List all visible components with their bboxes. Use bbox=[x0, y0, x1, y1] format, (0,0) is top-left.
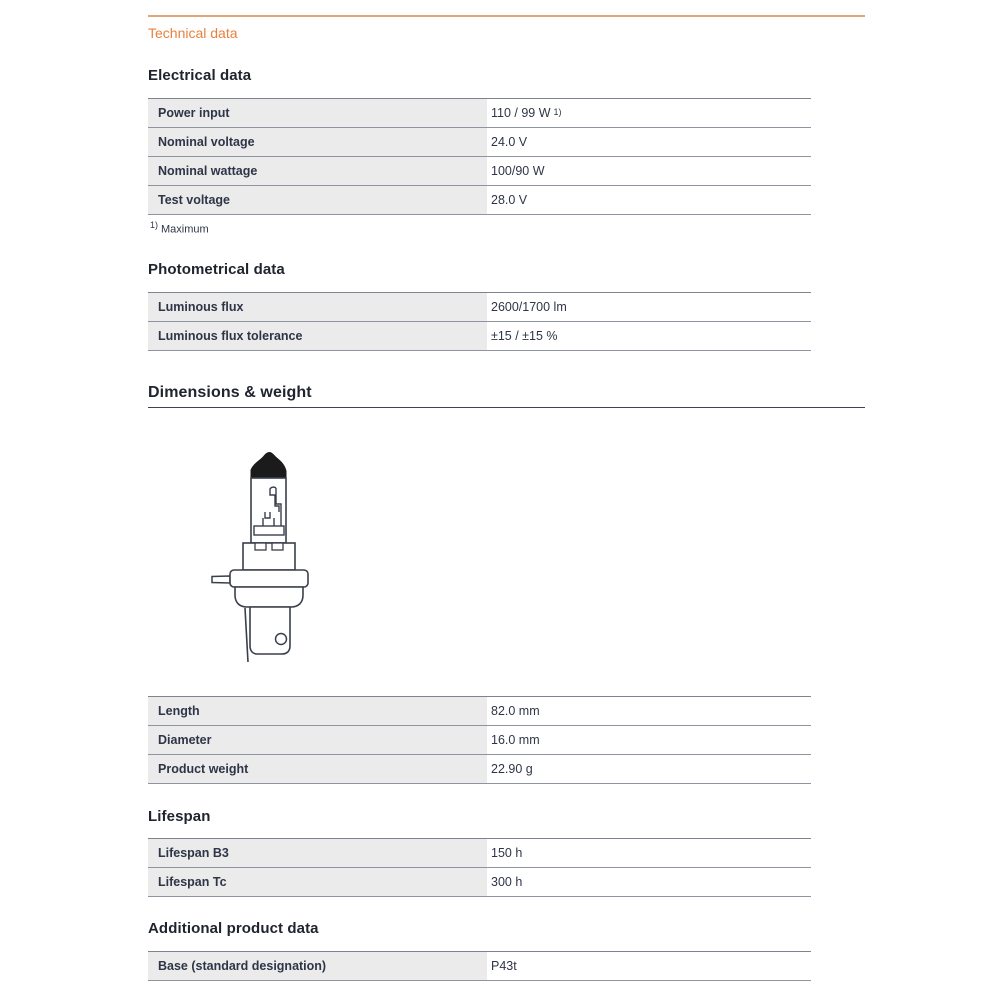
row-label: Luminous flux bbox=[148, 293, 487, 321]
table-row bbox=[148, 128, 811, 157]
heading-dimensions-weight: Dimensions & weight bbox=[148, 384, 312, 401]
row-label: Lifespan B3 bbox=[148, 839, 487, 867]
heading-additional-product-data: Additional product data bbox=[148, 920, 319, 937]
section-divider bbox=[148, 407, 865, 408]
row-value: 300 h bbox=[491, 875, 523, 889]
row-value: 28.0 V bbox=[491, 193, 528, 207]
table-row bbox=[148, 726, 811, 755]
row-label: Nominal voltage bbox=[148, 128, 487, 156]
heading-lifespan: Lifespan bbox=[148, 808, 211, 825]
table-row bbox=[148, 755, 811, 784]
footnote bbox=[150, 220, 209, 236]
footnote-reference: 1) bbox=[553, 107, 562, 117]
tab-technical-data[interactable]: Technical data bbox=[148, 25, 238, 41]
row-label: Product weight bbox=[148, 755, 487, 783]
row-value: 24.0 V bbox=[491, 135, 528, 149]
table-row bbox=[148, 952, 811, 981]
table-row bbox=[148, 157, 811, 186]
row-value: 100/90 W bbox=[491, 164, 545, 178]
photometrical-data-table bbox=[148, 292, 811, 351]
table-row bbox=[148, 697, 811, 726]
row-label: Diameter bbox=[148, 726, 487, 754]
bulb-diagram bbox=[208, 448, 338, 671]
row-value: ±15 / ±15 % bbox=[491, 329, 558, 343]
table-row bbox=[148, 186, 811, 215]
table-row bbox=[148, 839, 811, 868]
heading-photometrical-data: Photometrical data bbox=[148, 261, 285, 278]
row-value: 150 h bbox=[491, 846, 523, 860]
row-label: Nominal wattage bbox=[148, 157, 487, 185]
row-value bbox=[487, 99, 811, 127]
footnote-text: Maximum bbox=[161, 223, 209, 236]
electrical-data-table bbox=[148, 98, 811, 215]
dimensions-table bbox=[148, 696, 811, 784]
row-label: Lifespan Tc bbox=[148, 868, 487, 896]
table-row bbox=[148, 322, 811, 351]
heading-electrical-data: Electrical data bbox=[148, 67, 252, 84]
row-value-text: 110 / 99 W bbox=[491, 106, 551, 120]
row-label: Length bbox=[148, 697, 487, 725]
row-value: P43t bbox=[491, 959, 517, 973]
row-value: 82.0 mm bbox=[491, 704, 540, 718]
row-label: Test voltage bbox=[148, 186, 487, 214]
table-row bbox=[148, 293, 811, 322]
row-label: Power input bbox=[148, 99, 487, 127]
row-value: 16.0 mm bbox=[491, 733, 540, 747]
row-label: Luminous flux tolerance bbox=[148, 322, 487, 350]
table-row bbox=[148, 868, 811, 897]
h4-bulb-illustration bbox=[208, 448, 338, 666]
additional-product-data-table bbox=[148, 951, 811, 981]
row-label: Base (standard designation) bbox=[148, 952, 487, 980]
section-divider-orange bbox=[148, 15, 865, 17]
row-value: 2600/1700 lm bbox=[491, 300, 567, 314]
row-value: 22.90 g bbox=[491, 762, 533, 776]
footnote-marker: 1) bbox=[150, 220, 159, 230]
table-row bbox=[148, 99, 811, 128]
lifespan-table bbox=[148, 838, 811, 897]
